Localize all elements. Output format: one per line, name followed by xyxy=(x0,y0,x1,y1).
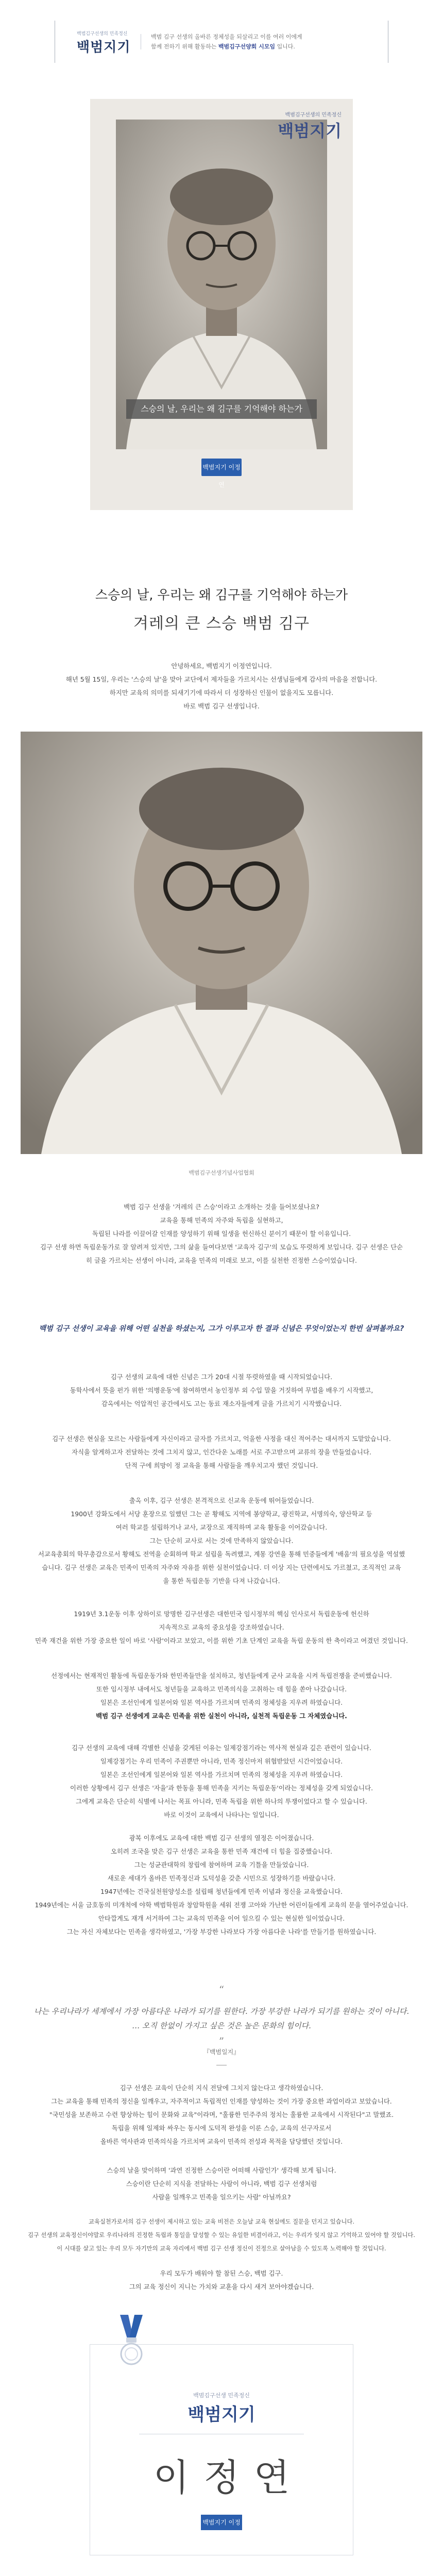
medal-icon xyxy=(117,2315,146,2366)
text-line: 김구 선생은 현실을 모르는 사람들에게 자신이라고 글자를 가르치고, 억울한 사정을 대신 적어주는 대서까지 도맡았습니다. xyxy=(52,1435,391,1443)
hero-logo-sub: 백범김구선생의 민족정신 xyxy=(285,112,342,118)
blockquote xyxy=(0,2004,443,2033)
hero-logo-text: 백범지기 xyxy=(278,121,342,141)
text-line: 그는 단순히 교사로 서는 것에 만족하지 않았습니다. xyxy=(149,1537,294,1545)
intro-paragraph xyxy=(0,659,443,713)
question-highlight: 백범 김구 선생이 교육을 위해 어떤 실천을 하셨는지, 그가 이루고자 한 결과 신념은 무엇이었는지 한번 살펴볼까요? xyxy=(39,1325,404,1333)
portrait-photo xyxy=(21,732,422,1154)
text-line: 1949년에는 서울 금호동의 미개척에 야학 백범학원과 창암학원을 세워 전쟁 고아와 가난한 어린이들에게 교육의 문을 열어주었습니다. xyxy=(35,1901,408,1909)
portrait-photo-image xyxy=(21,732,422,1154)
text-line: 습니다. 김구 선생은 교육은 민족이 민족의 자주와 자유를 위한 실천이었습니다. 더 이상 지는 단련에서도 가르쳤고, 조직적인 교육 xyxy=(42,1564,401,1571)
text-line: 감옥에서는 억압적인 공간에서도 고는 동료 재소자들에게 글을 가르치기 시작했습니다. xyxy=(101,1400,342,1408)
text-line: 새로운 세대가 올바른 민족정신과 도덕성을 갖춘 시민으로 성장하기를 바랐습니다. xyxy=(107,1874,336,1882)
text-line: 스승의 날을 맞이하며 '과연 진정한 스승이란 어떠해 사람인가' 생각해 보게 됩니다. xyxy=(107,2166,336,2174)
text-line: 우리 모두가 배워야 할 참된 스승, 백범 김구. xyxy=(160,2269,283,2277)
hero-image xyxy=(90,99,353,510)
text-line: 출옥 이후, 김구 선생은 본격적으로 신교육 운동에 뛰어들었습니다. xyxy=(129,1497,314,1504)
text-line: 일본은 조선인에게 일본어와 일본 역사를 가르치며 민족의 정체성을 지우려 하였습니다. xyxy=(100,1771,343,1778)
text-line: 김구 선생의 교육에 대한 신념은 그가 20대 시절 뚜렷하였을 때 시작되었습니다. xyxy=(110,1373,333,1381)
text-line: 그는 교육을 통해 민족의 정신을 일깨우고, 자주적이고 독립적인 인재를 양성하는 것이 가장 중요한 과업이라고 보았습니다. xyxy=(51,2097,392,2105)
author-logo-sub: 백범김구선생 민족정신 xyxy=(193,2392,250,2399)
text-line: 1900년 강화도에서 서당 훈장으로 일했던 그는 곧 황해도 지역에 봉양학교, 광진학교, 서명의숙, 양산학교 등 xyxy=(71,1510,372,1518)
text-line: 자식을 알게하고자 전달하는 것에 그치지 않고, 인간다운 노래를 서로 주고받으며 교류의 장을 만들었습니다. xyxy=(72,1448,371,1456)
text-line: 을 통한 독립운동 기반을 다져 나갔습니다. xyxy=(163,1577,280,1585)
text-line: 여러 학교를 설립하거나 교사, 교장으로 재직하며 교육 활동을 이어갔습니다. xyxy=(115,1523,328,1531)
author-card xyxy=(90,2344,353,2555)
author-name: 이정연 xyxy=(153,2456,304,2499)
text-bold: 백범 김구 선생에게 교육은 민족을 위한 실천이 아니라, 실천적 독립운동 그 자체였습니다. xyxy=(96,1712,347,1720)
paragraph-9 xyxy=(0,1832,443,1939)
text-line: 그는 자신 자체보다는 민족을 생각하였고, '가장 부강한 나라보다 가장 아름다운 나라'를 만들기를 원하였습니다. xyxy=(66,1928,377,1936)
paragraph-13 xyxy=(0,2267,443,2294)
intro-line: 하지만 교육의 의미를 되새기기에 따라서 더 성장하신 인물이 없을지도 모릅니다. xyxy=(109,689,334,697)
paragraph-6 xyxy=(0,1607,443,1648)
article-subtitle: 겨레의 큰 스승 백범 김구 xyxy=(133,615,310,633)
header-box xyxy=(55,21,388,63)
text-line: 오히려 조국을 맞은 김구 선생은 교육을 통한 민족 재건에 더 힘을 집중했습니다. xyxy=(110,1848,333,1855)
text-line: 이러한 상황에서 김구 선생은 '자율'과 한동을 통해 민족을 지키는 독립운동'이라는 정체성을 갖게 되었습니다. xyxy=(70,1784,373,1792)
quote-open-mark: “ xyxy=(218,1984,225,1996)
header-logo-sub: 백범김구선생의 민족정신 xyxy=(77,31,128,37)
photo-caption: 백범김구선생기념사업협회 xyxy=(189,1170,254,1176)
text-line: 그는 성균관대학의 창립에 참여하며 교육 기틀을 만들었습니다. xyxy=(134,1861,309,1869)
text-line: 지속적으로 교육의 중요성을 강조하였습니다. xyxy=(159,1623,284,1631)
text-line: 광복 이후에도 교육에 대한 백범 김구 선생의 열정은 이어졌습니다. xyxy=(129,1834,314,1842)
text-line: 교육을 통해 민족의 자주와 독립을 실현하고, xyxy=(160,1216,283,1224)
text-line: "국민성을 보존하고 수련 향상하는 힘이 문화와 교육"이라며, "훌륭한 민주주의 정치는 훌륭한 교육에서 시작된다"고 말했죠. xyxy=(49,2111,394,2119)
text-line: 김구 선생 하면 독립운동가로 잘 알려져 있지만, 그의 삶을 들여다보면 '교육자 김구'의 모습도 뚜렷하게 보입니다. 김구 선생은 단순 xyxy=(40,1243,403,1251)
author-badge: 백범지기 이정연 xyxy=(201,2515,242,2530)
top-header xyxy=(0,0,443,77)
text-line: 히 글을 가르치는 선생이 아니라, 교육을 민족의 미래로 보고, 이를 실천한 진정한 스승이었습니다. xyxy=(86,1257,357,1264)
text-line: 동학사에서 뜻을 펀가 위한 '의병운동'에 참여하면서 농인정부 외 수입 말을 거짓하여 무법을 배우기 시작했고, xyxy=(70,1386,373,1394)
text-line: 사람을 일깨우고 민족을 일으키는 사람' 아닐까요? xyxy=(152,2193,291,2201)
text-line: 김구 선생의 교육정신이야말로 우리나라의 진정한 독립과 통일을 달성할 수 있는 유일한 비결이라고, 이는 우리가 잊지 않고 기억하고 있어야 할 것입니다. xyxy=(27,2232,415,2239)
paragraph-10 xyxy=(0,2081,443,2148)
paragraph-4 xyxy=(0,1432,443,1472)
hero-logo xyxy=(278,110,342,142)
header-logo[interactable] xyxy=(77,30,130,56)
text-line: 바로 이것이 교육에서 나타나는 일입니다. xyxy=(164,1811,279,1819)
text-line: 일제강점기는 우리 민족이 주권뿐만 아니라, 민족 정신마저 위협받았던 시간이었습니다. xyxy=(100,1757,343,1765)
quote-close-mark: ” xyxy=(218,2035,225,2047)
text-line: 올바른 역사관과 민족의식을 가르치며 교육이 민족의 전성과 목적을 담당했던 것입니다. xyxy=(100,2138,343,2145)
paragraph-12 xyxy=(0,2215,443,2256)
header-line2-prefix: 함께 전하기 위해 활동하는 xyxy=(151,43,218,50)
header-line2-accent: 백범김구선양회 시모임 xyxy=(218,43,275,50)
article-title: 스승의 날, 우리는 왜 김구를 기억해야 하는가 xyxy=(95,587,348,602)
text-line: 스승이란 단순히 지식을 전달하는 사람이 아니라, 백범 김구 선생처럼 xyxy=(126,2180,317,2188)
text-line: 그의 교육 정신이 지니는 가치와 교훈을 다시 새겨 보아야겠습니다. xyxy=(129,2283,314,2291)
header-line2-suffix: 입니다. xyxy=(275,43,295,50)
paragraph-7 xyxy=(0,1669,443,1723)
text-line: 그에게 교육은 단순히 식별에 나서는 목표 아니라, 민족 독립을 위한 하나의 투쟁이었다고 할 수 있습니다. xyxy=(76,1798,367,1805)
text-line: 1919년 3.1운동 이후 상하이로 망명한 김구선생은 대한민국 임시정부의 핵심 인사로서 독립운동에 헌신하 xyxy=(74,1610,369,1618)
text-line: 백범 김구 선생을 '겨레의 큰 스승'이라고 소개하는 것을 들어보셨나요? xyxy=(123,1203,320,1211)
text-line: 김구 선생의 교육에 대해 각별한 신념을 갖게된 이유는 일제강점기라는 역사적 현실과 깊은 관련이 있습니다. xyxy=(72,1744,371,1752)
text-line: 서교육총회의 학무총감으로서 황해도 전역을 순회하며 학교 설립을 독려했고, 계몽 강연을 통해 민중들에게 '배움'의 필요성을 역설했 xyxy=(38,1550,405,1558)
text-line: 선정에서는 현재적인 활동에 독립운동가와 한민족들만을 설치하고, 청년들에게 군사 교육을 시켜 독립전쟁을 준비했습니다. xyxy=(51,1672,392,1680)
paragraph-11 xyxy=(0,2164,443,2204)
text-line: 일본은 조선인에게 일본어와 일본 역사를 가르치며 민족의 정체성을 지우려 하였습니다. xyxy=(100,1699,343,1706)
paragraph-2 xyxy=(0,1200,443,1267)
hero-badge: 백범지기 이정연 xyxy=(201,459,242,476)
intro-line: 안녕하세요, 백범지기 이정연입니다. xyxy=(171,662,272,670)
text-line: 독립된 나라를 이끌어갈 인재를 양성하기 위해 일생을 헌신하신 분이기 때문이 할 이유입니다. xyxy=(92,1230,351,1238)
paragraph-3 xyxy=(0,1370,443,1411)
intro-line: 바로 백범 김구 선생입니다. xyxy=(183,702,260,710)
intro-line: 해년 5월 15일, 우리는 '스승의 날'을 맞아 교단에서 제자들을 가르치시는 선생님들에게 감사의 마음을 전합니다. xyxy=(65,675,378,683)
quote-source: 『백범일지』 xyxy=(203,2048,240,2056)
text-line: 이 시대를 살고 있는 우리 모두 자기만의 교육 자리에서 백범 김구 선생 정신이 진정으로 살아남을 수 있도록 노력해야 할 것입니다. xyxy=(57,2245,386,2252)
quote-line: … 오직 한없이 가지고 싶은 것은 높은 문화의 힘이다. xyxy=(132,2021,311,2030)
text-line: 또한 임시정부 내에서도 청년들을 교육하고 민족의식을 고취하는 데 힘을 쏟아 나갔습니다. xyxy=(96,1685,347,1693)
text-line xyxy=(0,1709,443,1723)
header-line2 xyxy=(151,42,378,52)
text-line: 단적 구에 희망이 정 교육을 통해 사람들을 깨우치고자 했던 것입니다. xyxy=(125,1462,318,1469)
text-line: 김구 선생은 교육이 단순히 지식 전달에 그치지 않는다고 생각하였습니다. xyxy=(120,2084,323,2092)
text-line: 민족 재건을 위한 가장 중요한 일이 바로 '사람'이라고 보았고, 이를 위한 기초 단계인 교육을 독립 운동의 한 축이라고 여겼던 것입니다. xyxy=(35,1637,408,1645)
text-line: 교육실천가로서의 김구 선생이 제시하고 있는 교육 비전은 오늘날 교육 현실에도 질문을 던지고 있습니다. xyxy=(89,2218,354,2225)
text-line: 안타깝게도 재개 서거하여 그는 교육의 민족을 이어 일으킬 수 있는 현실한 일이었습니다. xyxy=(98,1914,345,1922)
text-line: 1947년에는 건국실천원양성소를 설립해 청년들에게 민족 이념과 정신을 교육했습니다. xyxy=(100,1888,343,1895)
hero-caption: 스승의 날, 우리는 왜 김구를 기억해야 하는가 xyxy=(126,399,317,419)
quote-line: 나는 우리나라가 세계에서 가장 아름다운 나라가 되기를 원한다. 가장 부강한 나라가 되기를 원하는 것이 아니다. xyxy=(33,2007,410,2016)
header-line1: 백범 김구 선생의 올바른 정체성을 되살리고 이를 여러 이에게 xyxy=(151,33,302,40)
header-intro xyxy=(151,32,378,52)
header-logo-text: 백범지기 xyxy=(77,40,131,55)
text-line: 독립을 위해 일제와 싸우는 동시에 도덕적 완성을 이룬 스승, 교육의 선구자로서 xyxy=(111,2124,332,2132)
paragraph-8 xyxy=(0,1741,443,1822)
author-logo: 백범지기 xyxy=(188,2404,255,2425)
paragraph-5 xyxy=(0,1494,443,1588)
